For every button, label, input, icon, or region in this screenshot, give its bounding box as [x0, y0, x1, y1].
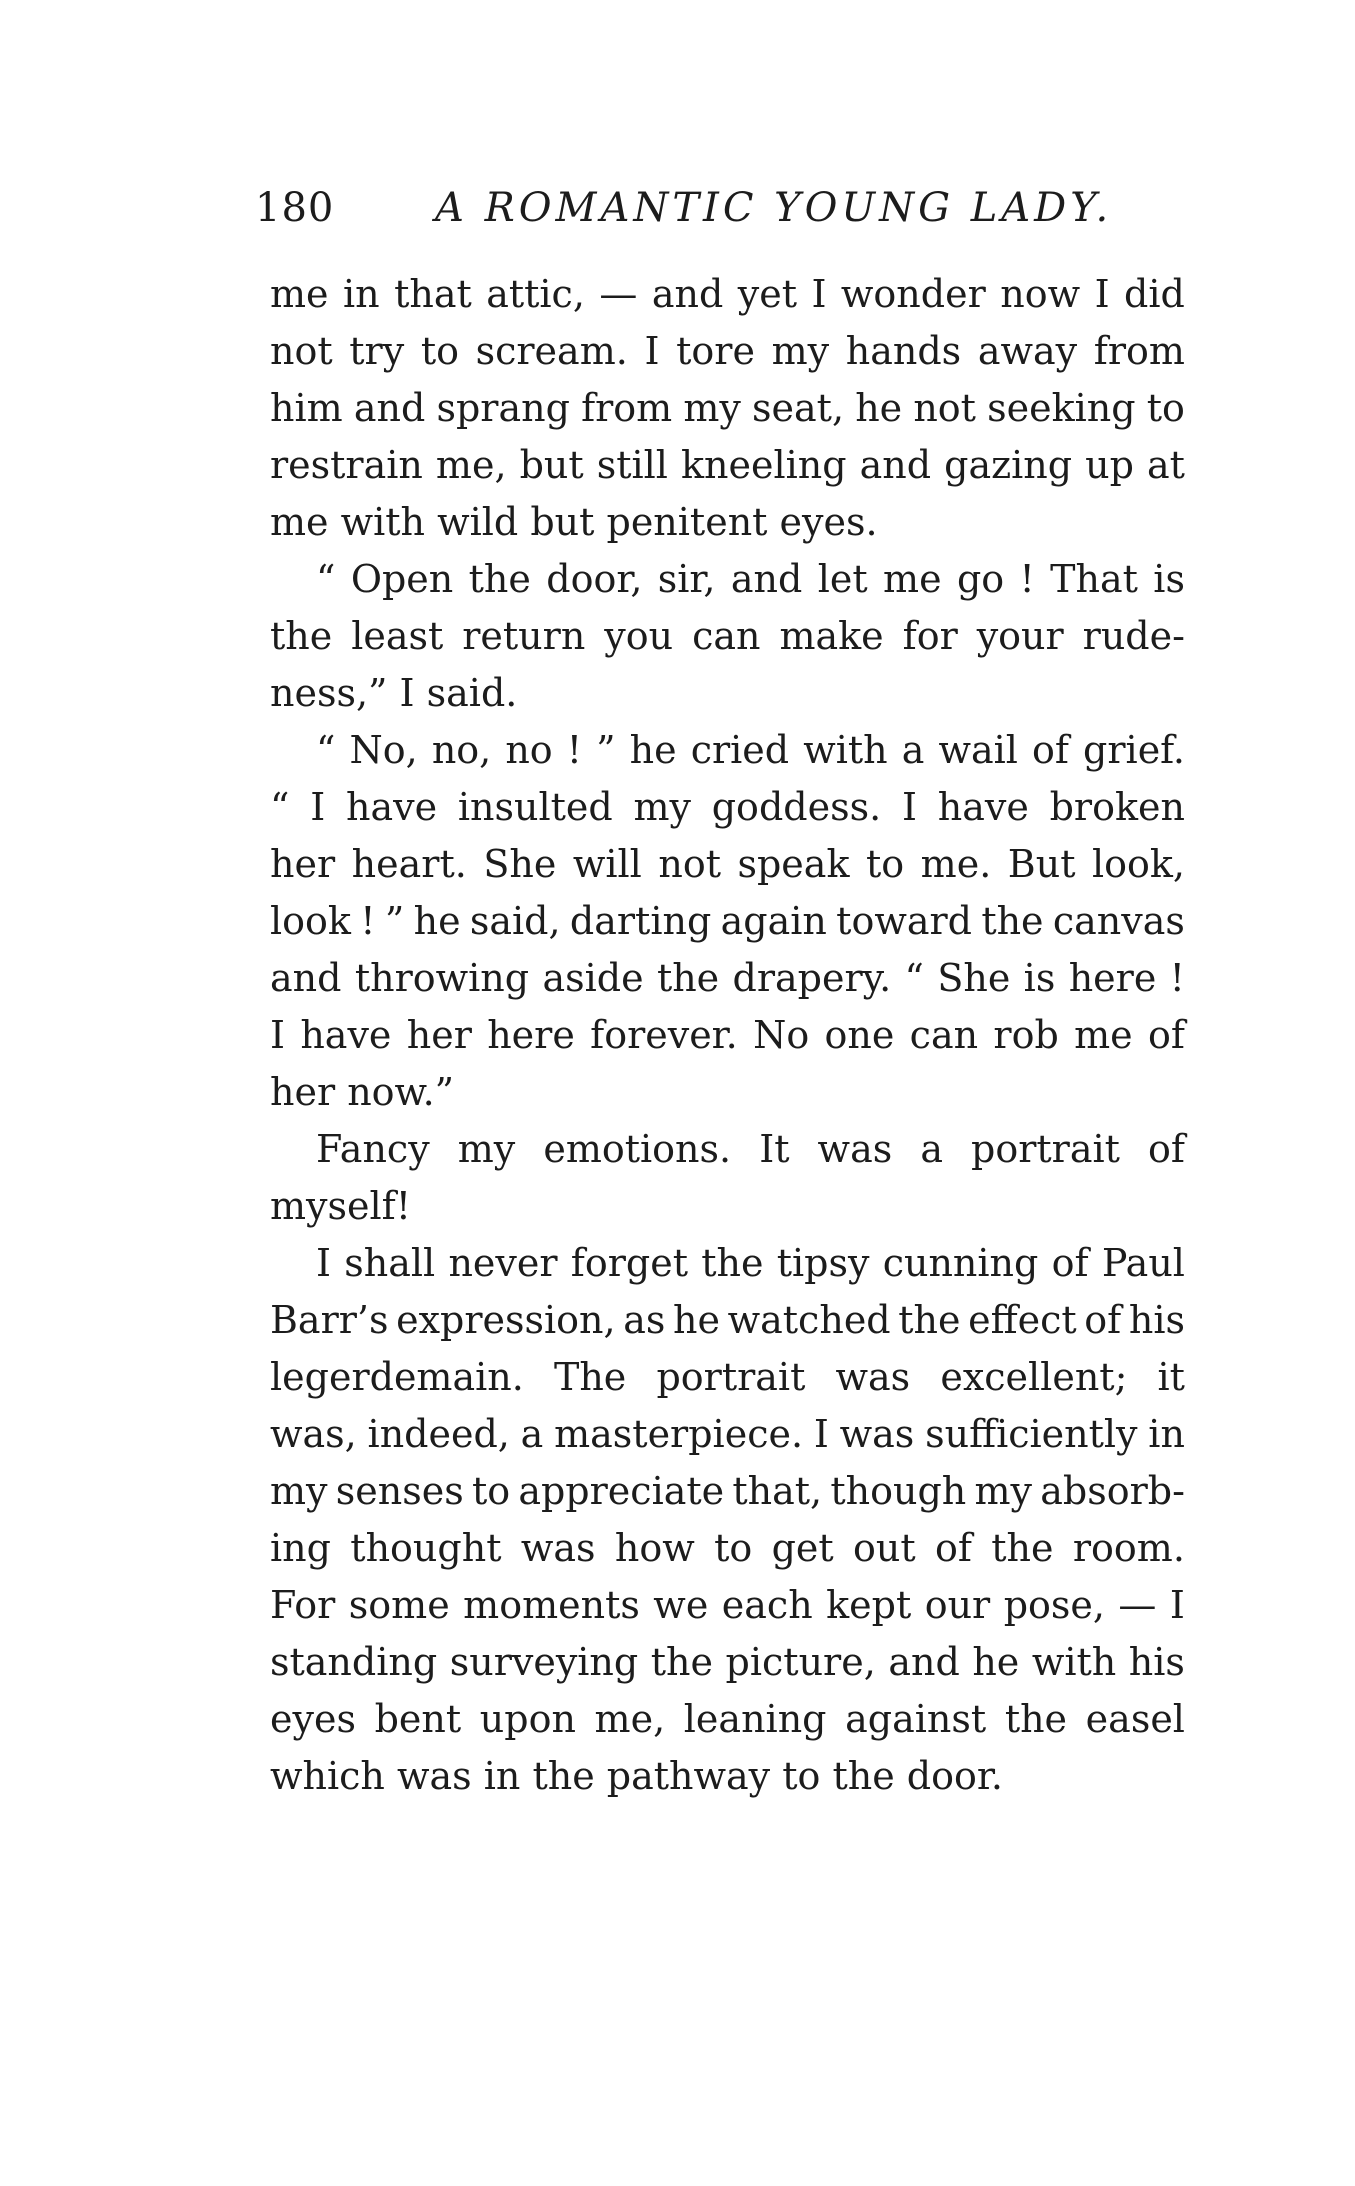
word: will: [572, 842, 642, 886]
word: he: [673, 1298, 720, 1342]
word: did: [1124, 272, 1185, 316]
word: her: [406, 1013, 472, 1057]
word: portrait: [971, 1127, 1120, 1171]
word: no,: [431, 728, 492, 772]
text-line: [270, 1463, 1185, 1520]
text-line: [270, 1406, 1185, 1463]
word: never: [448, 1241, 558, 1285]
word: sufficiently: [925, 1412, 1138, 1456]
word: said,: [469, 899, 561, 943]
word: and: [888, 1640, 960, 1684]
word: surveying: [449, 1640, 639, 1684]
word: ing: [270, 1526, 331, 1570]
word: the: [270, 614, 333, 658]
text-line: ness,” I said.: [270, 671, 518, 715]
word: though: [830, 1469, 967, 1513]
word: kept: [826, 1583, 912, 1627]
word: and: [859, 443, 932, 487]
word: expression,: [396, 1298, 616, 1342]
word: we: [653, 1583, 709, 1627]
word: No,: [349, 728, 418, 772]
word: and: [730, 557, 803, 601]
word: your: [976, 614, 1064, 658]
word: tore: [676, 329, 755, 373]
word: leaning: [683, 1697, 827, 1741]
word: scream.: [475, 329, 628, 373]
word: he: [629, 728, 677, 772]
word: senses: [335, 1469, 464, 1513]
word: was: [839, 1412, 915, 1456]
text-line: [270, 722, 1185, 779]
word: a: [901, 728, 925, 772]
text-line: [270, 1292, 1185, 1349]
word: and: [651, 272, 724, 316]
word: my: [457, 1127, 516, 1171]
word: get: [771, 1526, 834, 1570]
word: again: [720, 899, 827, 943]
word: to: [471, 1469, 511, 1513]
word: !: [1019, 557, 1035, 601]
word: She: [483, 842, 557, 886]
word: but: [519, 443, 584, 487]
word: me.: [920, 842, 992, 886]
word: in: [342, 272, 380, 316]
word: “: [270, 785, 290, 829]
word: I: [1094, 272, 1110, 316]
word: ”: [384, 899, 405, 943]
word: is: [1153, 557, 1185, 601]
word: his: [1128, 1298, 1185, 1342]
word: emotions.: [543, 1127, 732, 1171]
word: still: [596, 443, 668, 487]
text-line: [270, 551, 1185, 608]
word: drapery.: [732, 956, 892, 1000]
text-line: [270, 1349, 1185, 1406]
word: hands: [845, 329, 962, 373]
word: toward: [836, 899, 972, 943]
text-line: [270, 1235, 1185, 1292]
word: door,: [546, 557, 643, 601]
text-line: [270, 380, 1185, 437]
text-line: [270, 836, 1185, 893]
running-header: [255, 178, 1185, 238]
word: attic,: [486, 272, 585, 316]
word: the: [898, 1298, 961, 1342]
text-line: [270, 608, 1185, 665]
word: picture,: [725, 1640, 876, 1684]
word: away: [977, 329, 1078, 373]
word: have: [937, 785, 1029, 829]
word: tipsy: [776, 1241, 870, 1285]
word: But: [1007, 842, 1076, 886]
word: the: [656, 956, 720, 1000]
word: let: [817, 557, 868, 601]
word: go: [956, 557, 1005, 601]
word: of: [1148, 1127, 1185, 1171]
word: me,: [594, 1697, 666, 1741]
word: masterpiece.: [554, 1412, 804, 1456]
running-title: A ROMANTIC YOUNG LADY.: [435, 185, 1113, 231]
word: me: [270, 272, 329, 316]
word: easel: [1085, 1697, 1185, 1741]
word: of: [1147, 1013, 1185, 1057]
word: kneeling: [680, 443, 847, 487]
word: I: [811, 272, 827, 316]
word: !: [360, 899, 376, 943]
text-line: [270, 779, 1185, 836]
word: seat,: [752, 386, 845, 430]
word: it: [1157, 1355, 1185, 1399]
word: him: [270, 386, 343, 430]
word: That: [1050, 557, 1138, 601]
word: he: [972, 1640, 1020, 1684]
word: he: [413, 899, 461, 943]
word: can: [692, 614, 761, 658]
word: grief.: [1083, 728, 1185, 772]
word: rude-: [1082, 614, 1185, 658]
word: canvas: [1052, 899, 1185, 943]
text-line: [270, 1691, 1185, 1748]
word: the: [1004, 1697, 1068, 1741]
word: Paul: [1101, 1241, 1185, 1285]
word: thought: [350, 1526, 502, 1570]
word: —: [599, 272, 638, 316]
word: my: [974, 1469, 1033, 1513]
word: I: [270, 1013, 286, 1057]
word: “: [904, 956, 924, 1000]
word: not: [658, 842, 721, 886]
page-number: 180: [255, 185, 335, 231]
word: in: [1148, 1412, 1185, 1456]
word: look,: [1091, 842, 1185, 886]
word: of: [1051, 1241, 1089, 1285]
word: here: [1068, 956, 1157, 1000]
word: of: [934, 1526, 972, 1570]
word: rob: [993, 1013, 1059, 1057]
word: here: [487, 1013, 575, 1057]
word: cunning: [882, 1241, 1039, 1285]
word: darting: [569, 899, 712, 943]
text-line: [270, 437, 1185, 494]
word: not: [913, 386, 976, 430]
word: the: [701, 1241, 764, 1285]
word: wonder: [840, 272, 986, 316]
word: shall: [344, 1241, 436, 1285]
word: pose,: [1003, 1583, 1105, 1627]
word: absorb-: [1040, 1469, 1185, 1513]
word: my: [633, 785, 691, 829]
text-line: me with wild but penitent eyes.: [270, 500, 878, 544]
word: It: [759, 1127, 790, 1171]
word: her: [270, 842, 336, 886]
word: to: [420, 329, 459, 373]
word: I: [813, 1412, 829, 1456]
text-line: [270, 950, 1185, 1007]
word: look: [270, 899, 351, 943]
text-line: [270, 1007, 1185, 1064]
word: me: [883, 557, 942, 601]
word: I: [316, 1241, 332, 1285]
word: our: [924, 1583, 991, 1627]
word: Open: [350, 557, 454, 601]
word: how: [614, 1526, 695, 1570]
word: you: [604, 614, 674, 658]
word: gazing: [944, 443, 1073, 487]
word: forget: [570, 1241, 688, 1285]
word: Fancy: [316, 1127, 430, 1171]
word: bent: [374, 1697, 462, 1741]
word: cried: [690, 728, 790, 772]
word: the: [468, 557, 531, 601]
word: my: [683, 386, 741, 430]
word: can: [909, 1013, 979, 1057]
word: throwing: [354, 956, 530, 1000]
word: each: [721, 1583, 813, 1627]
word: yet: [737, 272, 797, 316]
word: moments: [463, 1583, 640, 1627]
word: as: [623, 1298, 666, 1342]
word: portrait: [656, 1355, 806, 1399]
word: with: [1031, 1640, 1117, 1684]
word: a: [520, 1412, 544, 1456]
word: broken: [1049, 785, 1185, 829]
text-line: her now.”: [270, 1070, 455, 1114]
word: room.: [1072, 1526, 1185, 1570]
text-line: [270, 323, 1185, 380]
word: one: [824, 1013, 895, 1057]
word: I: [644, 329, 660, 373]
word: from: [1093, 329, 1185, 373]
word: sir,: [657, 557, 716, 601]
word: his: [1128, 1640, 1185, 1684]
word: effect: [968, 1298, 1077, 1342]
word: me: [1074, 1013, 1133, 1057]
word: speak: [737, 842, 850, 886]
word: now: [1000, 272, 1081, 316]
word: She: [937, 956, 1011, 1000]
word: upon: [479, 1697, 576, 1741]
word: For: [270, 1583, 336, 1627]
word: against: [845, 1697, 987, 1741]
word: aside: [542, 956, 644, 1000]
word: not: [270, 329, 333, 373]
word: “: [316, 728, 336, 772]
word: out: [853, 1526, 916, 1570]
word: the: [650, 1640, 713, 1684]
word: return: [462, 614, 586, 658]
word: up: [1085, 443, 1134, 487]
text-line: [270, 1121, 1185, 1178]
word: with: [803, 728, 888, 772]
text-line: [270, 893, 1185, 950]
word: at: [1147, 443, 1185, 487]
word: is: [1023, 956, 1056, 1000]
word: the: [991, 1526, 1054, 1570]
word: a: [920, 1127, 943, 1171]
word: “: [316, 557, 336, 601]
word: make: [779, 614, 884, 658]
word: my: [771, 329, 830, 373]
word: of: [1032, 728, 1069, 772]
word: insulted: [457, 785, 613, 829]
word: was: [817, 1127, 893, 1171]
word: forever.: [590, 1013, 738, 1057]
word: try: [349, 329, 405, 373]
word: to: [714, 1526, 753, 1570]
word: !: [1169, 956, 1185, 1000]
word: was: [835, 1355, 911, 1399]
word: legerdemain.: [270, 1355, 524, 1399]
word: —: [1118, 1583, 1157, 1627]
word: !: [566, 728, 583, 772]
text-line: [270, 1520, 1185, 1577]
word: least: [351, 614, 444, 658]
word: that: [394, 272, 472, 316]
word: I: [901, 785, 917, 829]
word: was,: [270, 1412, 357, 1456]
word: some: [348, 1583, 450, 1627]
body-text: [270, 266, 1185, 1805]
word: eyes: [270, 1697, 356, 1741]
word: have: [345, 785, 438, 829]
word: have: [300, 1013, 392, 1057]
word: heart.: [351, 842, 467, 886]
word: my: [270, 1469, 328, 1513]
word: was: [520, 1526, 596, 1570]
word: that,: [732, 1469, 823, 1513]
word: sprang: [436, 386, 570, 430]
word: he: [855, 386, 903, 430]
word: no: [505, 728, 553, 772]
word: for: [902, 614, 958, 658]
word: to: [1146, 386, 1185, 430]
word: to: [866, 842, 905, 886]
text-line: myself!: [270, 1184, 411, 1228]
word: me,: [435, 443, 507, 487]
word: Barr’s: [270, 1298, 389, 1342]
word: watched: [727, 1298, 891, 1342]
text-line: which was in the pathway to the door.: [270, 1754, 1003, 1798]
text-line: [270, 1577, 1185, 1634]
word: wail: [938, 728, 1018, 772]
text-line: [270, 1634, 1185, 1691]
word: ”: [596, 728, 616, 772]
word: and: [270, 956, 342, 1000]
word: No: [753, 1013, 810, 1057]
word: I: [310, 785, 326, 829]
word: the: [981, 899, 1044, 943]
word: appreciate: [518, 1469, 725, 1513]
word: goddess.: [711, 785, 882, 829]
word: I: [1169, 1583, 1185, 1627]
word: of: [1084, 1298, 1122, 1342]
word: standing: [270, 1640, 438, 1684]
word: indeed,: [367, 1412, 510, 1456]
text-line: [270, 266, 1185, 323]
word: seeking: [987, 386, 1136, 430]
word: excellent;: [940, 1355, 1128, 1399]
word: The: [553, 1355, 627, 1399]
word: restrain: [270, 443, 423, 487]
word: and: [353, 386, 426, 430]
word: from: [581, 386, 673, 430]
